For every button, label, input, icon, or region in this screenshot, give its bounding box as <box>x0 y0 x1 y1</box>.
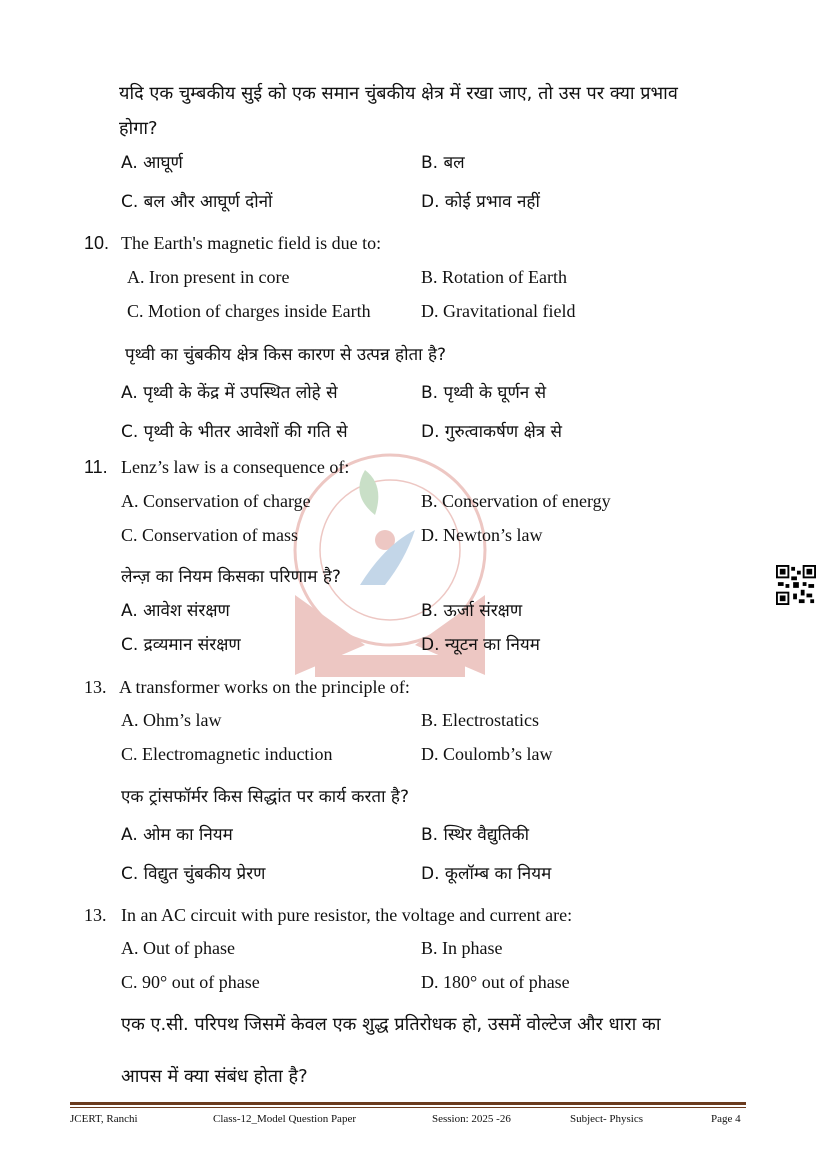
intro-option-d: D. कोई प्रभाव नहीं <box>421 192 540 212</box>
footer-paper: Class-12_Model Question Paper <box>213 1113 356 1125</box>
hindi-question-text: एक ट्रांसफॉर्मर किस सिद्धांत पर कार्य करता है? <box>121 787 409 807</box>
option-c: C. Motion of charges inside Earth <box>127 301 371 321</box>
intro-option-c: C. बल और आघूर्ण दोनों <box>121 192 273 212</box>
option-d: D. Coulomb’s law <box>421 744 553 764</box>
hindi-question-text: लेन्ज़ का नियम किसका परिणाम है? <box>121 567 341 587</box>
option-d: D. 180° out of phase <box>421 972 570 992</box>
question-text: Lenz’s law is a consequence of: <box>121 457 350 477</box>
intro-question-cont: होगा? <box>119 118 158 139</box>
option-b: B. In phase <box>421 938 503 958</box>
option-d: D. Newton’s law <box>421 525 543 545</box>
option-c: C. Conservation of mass <box>121 525 298 545</box>
question-number: 11. <box>84 457 108 477</box>
hindi-option-c: C. द्रव्यमान संरक्षण <box>121 635 241 655</box>
option-a: A. Out of phase <box>121 938 235 958</box>
option-a: A. Conservation of charge <box>121 491 311 511</box>
option-c: C. 90° out of phase <box>121 972 260 992</box>
option-b: B. Rotation of Earth <box>421 267 567 287</box>
question-text: The Earth's magnetic field is due to: <box>121 233 382 253</box>
hindi-option-d: D. गुरुत्वाकर्षण क्षेत्र से <box>421 422 563 442</box>
footer-rule <box>70 1102 746 1105</box>
hindi-option-c: C. पृथ्वी के भीतर आवेशों की गति से <box>121 422 348 442</box>
hindi-question-cont: आपस में क्या संबंध होता है? <box>121 1066 308 1087</box>
option-d: D. Gravitational field <box>421 301 576 321</box>
question-number: 10. <box>84 233 110 253</box>
hindi-question-text: एक ए.सी. परिपथ जिसमें केवल एक शुद्ध प्रतिरोधक हो, उसमें वोल्टेज और धारा का <box>121 1014 661 1035</box>
intro-question: यदि एक चुम्बकीय सुई को एक समान चुंबकीय क्षेत्र में रखा जाए, तो उस पर क्या प्रभाव <box>119 83 678 104</box>
option-a: A. Ohm’s law <box>121 710 222 730</box>
intro-option-a: A. आघूर्ण <box>121 153 183 173</box>
footer-subject: Subject- Physics <box>570 1113 644 1125</box>
intro-option-b: B. बल <box>421 153 465 173</box>
option-a: A. Iron present in core <box>127 267 290 287</box>
hindi-option-a: A. ओम का नियम <box>121 825 233 845</box>
question-text: In an AC circuit with pure resistor, the voltage and current are: <box>121 905 573 925</box>
qr-code-icon <box>776 565 816 605</box>
question-number: 13. <box>84 905 107 925</box>
footer-session: Session: 2025 -26 <box>432 1113 511 1125</box>
option-c: C. Electromagnetic induction <box>121 744 333 764</box>
option-b: B. Conservation of energy <box>421 491 611 511</box>
footer-rule-thin <box>70 1107 746 1108</box>
hindi-option-a: A. आवेश संरक्षण <box>121 601 230 621</box>
question-text: A transformer works on the principle of: <box>119 677 410 697</box>
hindi-option-b: B. ऊर्जा संरक्षण <box>421 601 523 621</box>
hindi-option-c: C. विद्युत चुंबकीय प्रेरण <box>121 864 266 884</box>
hindi-option-a: A. पृथ्वी के केंद्र में उपस्थित लोहे से <box>121 383 338 403</box>
question-number: 13. <box>84 677 107 697</box>
hindi-option-b: B. स्थिर वैद्युतिकी <box>421 825 530 845</box>
footer-org: JCERT, Ranchi <box>70 1113 138 1125</box>
hindi-option-d: D. कूलॉम्ब का नियम <box>421 864 552 884</box>
hindi-option-d: D. न्यूटन का नियम <box>421 635 540 655</box>
option-b: B. Electrostatics <box>421 710 539 730</box>
footer-page-number: Page 4 <box>711 1113 741 1125</box>
hindi-question-text: पृथ्वी का चुंबकीय क्षेत्र किस कारण से उत्पन्न होता है? <box>125 345 447 365</box>
hindi-option-b: B. पृथ्वी के घूर्णन से <box>421 383 547 403</box>
